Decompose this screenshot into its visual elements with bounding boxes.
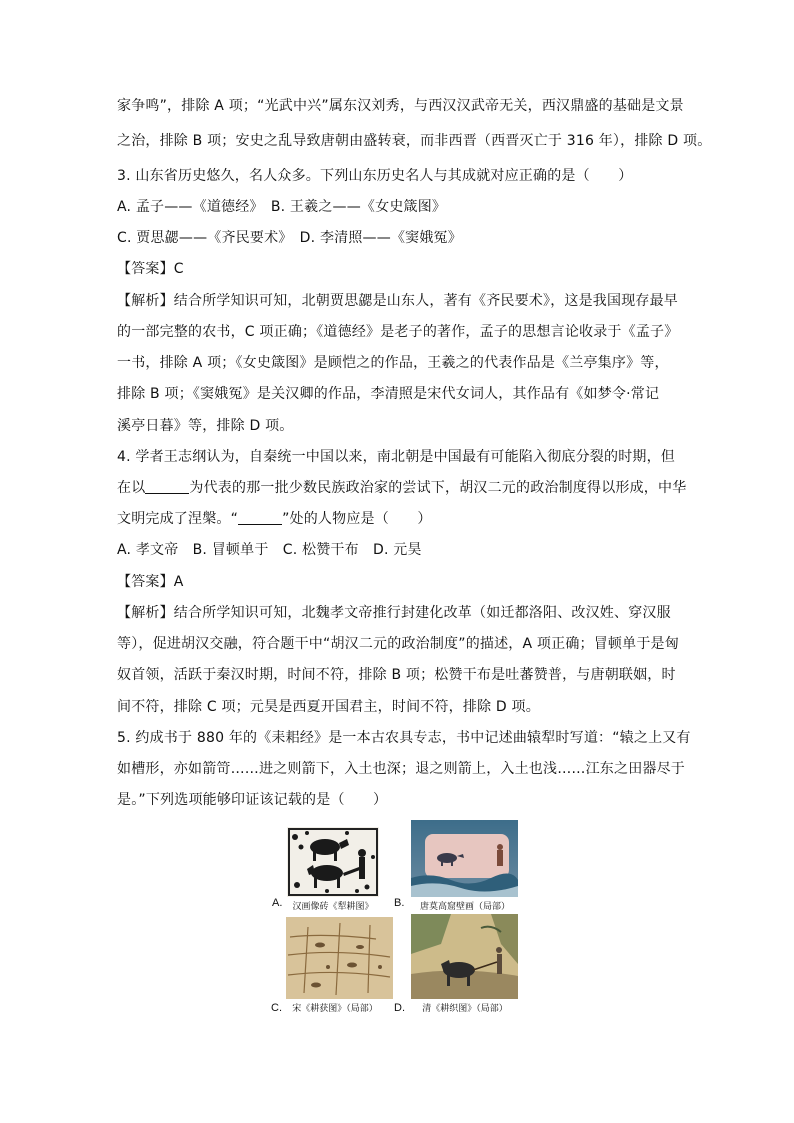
- mogao-mural-image: [411, 820, 518, 897]
- stem-part: 在以: [117, 480, 146, 496]
- analysis-text: 的一部完整的农书，C 项正确；《道德经》是老子的著作，孟子的思想言论收录于《孟子》: [117, 324, 679, 340]
- question-3-options-cd: C. 贾思勰——《齐民要术》 D. 李清照——《窦娥冤》: [117, 230, 462, 246]
- fill-blank: [145, 479, 189, 494]
- analysis-text: 一书，排除 A 项；《女史箴图》是顾恺之的作品，王羲之的代表作品是《兰亭集序》等，: [117, 355, 669, 371]
- song-harvest-painting-image: [286, 917, 393, 999]
- analysis-text: 奴首领，活跃于秦汉时期，时间不符，排除 B 项；松赞干布是吐蕃赞普，与唐朝联姻，时: [117, 667, 676, 683]
- option-d-caption: 清《耕织图》（局部）: [422, 1004, 508, 1014]
- question-3-stem: 3. 山东省历史悠久，名人众多。下列山东历史名人与其成就对应正确的是（ ）: [117, 168, 633, 184]
- question-5-stem: 是。”下列选项能够印证该记载的是（ ）: [117, 792, 388, 808]
- option-c-label: C.: [271, 1002, 282, 1014]
- stem-part: 文明完成了涅槃。“: [117, 511, 239, 527]
- analysis-text: 等），促进胡汉交融，符合题干中“胡汉二元的政治制度”的描述，A 项正确；冒顿单于是匈: [117, 636, 679, 652]
- stem-part: ”处的人物应是（ ）: [282, 511, 432, 527]
- text-line: 之治，排除 B 项；安史之乱导致唐朝由盛转衰，而非西晋（西晋灭亡于 316 年），排除 D 项。: [117, 133, 712, 149]
- stem-part: 为代表的那一批少数民族政治家的尝试下，胡汉二元的政治制度得以形成，中华: [189, 480, 687, 496]
- option-b-label: B.: [394, 897, 405, 909]
- analysis-text: 【解析】结合所学知识可知，北朝贾思勰是山东人，著有《齐民要术》，这是我国现存最早: [117, 293, 678, 309]
- question-3-options-ab: A. 孟子——《道德经》 B. 王羲之——《女史箴图》: [117, 199, 447, 215]
- option-d-label: D.: [394, 1002, 405, 1014]
- answer-label: 【答案】C: [117, 261, 184, 277]
- option-a-caption: 汉画像砖《犁耕图》: [292, 902, 374, 912]
- text-line: 家争鸣”，排除 A 项；“光武中兴”属东汉刘秀，与西汉汉武帝无关，西汉鼎盛的基础是文景: [117, 98, 684, 114]
- analysis-text: 排除 B 项；《窦娥冤》是关汉卿的作品，李清照是宋代女词人，其作品有《如梦令·常记: [117, 386, 660, 402]
- question-4-stem: 4. 学者王志纲认为，自秦统一中国以来，南北朝是中国最有可能陷入彻底分裂的时期，但: [117, 449, 676, 465]
- question-4-stem: [117, 509, 432, 529]
- option-a-label: A.: [272, 897, 283, 909]
- qing-plowing-painting-image: [411, 914, 518, 999]
- analysis-text: 间不符，排除 C 项；元昊是西夏开国君主，时间不符，排除 D 项。: [117, 699, 540, 715]
- option-c-caption: 宋《耕获图》（局部）: [292, 1004, 378, 1014]
- analysis-text: 溪亭日暮》等，排除 D 项。: [117, 418, 294, 434]
- analysis-text: 【解析】结合所学知识可知，北魏孝文帝推行封建化改革（如迁都洛阳、改汉姓、穿汉服: [117, 605, 671, 621]
- question-5-stem: 如槽形，亦如箭笴……进之则箭下，入土也深；退之则箭上，入土也浅……江东之田器尽于: [117, 761, 685, 777]
- question-4-options: A. 孝文帝 B. 冒顿单于 C. 松赞干布 D. 元昊: [117, 542, 422, 558]
- option-b-caption: 唐莫高窟壁画（局部）: [419, 902, 510, 912]
- fill-blank: [238, 510, 282, 525]
- question-4-stem: [117, 478, 686, 498]
- han-brick-plowing-image: [287, 827, 379, 897]
- question-5-stem: 5. 约成书于 880 年的《耒耜经》是一本古农具专志，书中记述曲辕犁时写道：“辕之上又有: [117, 730, 691, 746]
- answer-label: 【答案】A: [117, 574, 184, 590]
